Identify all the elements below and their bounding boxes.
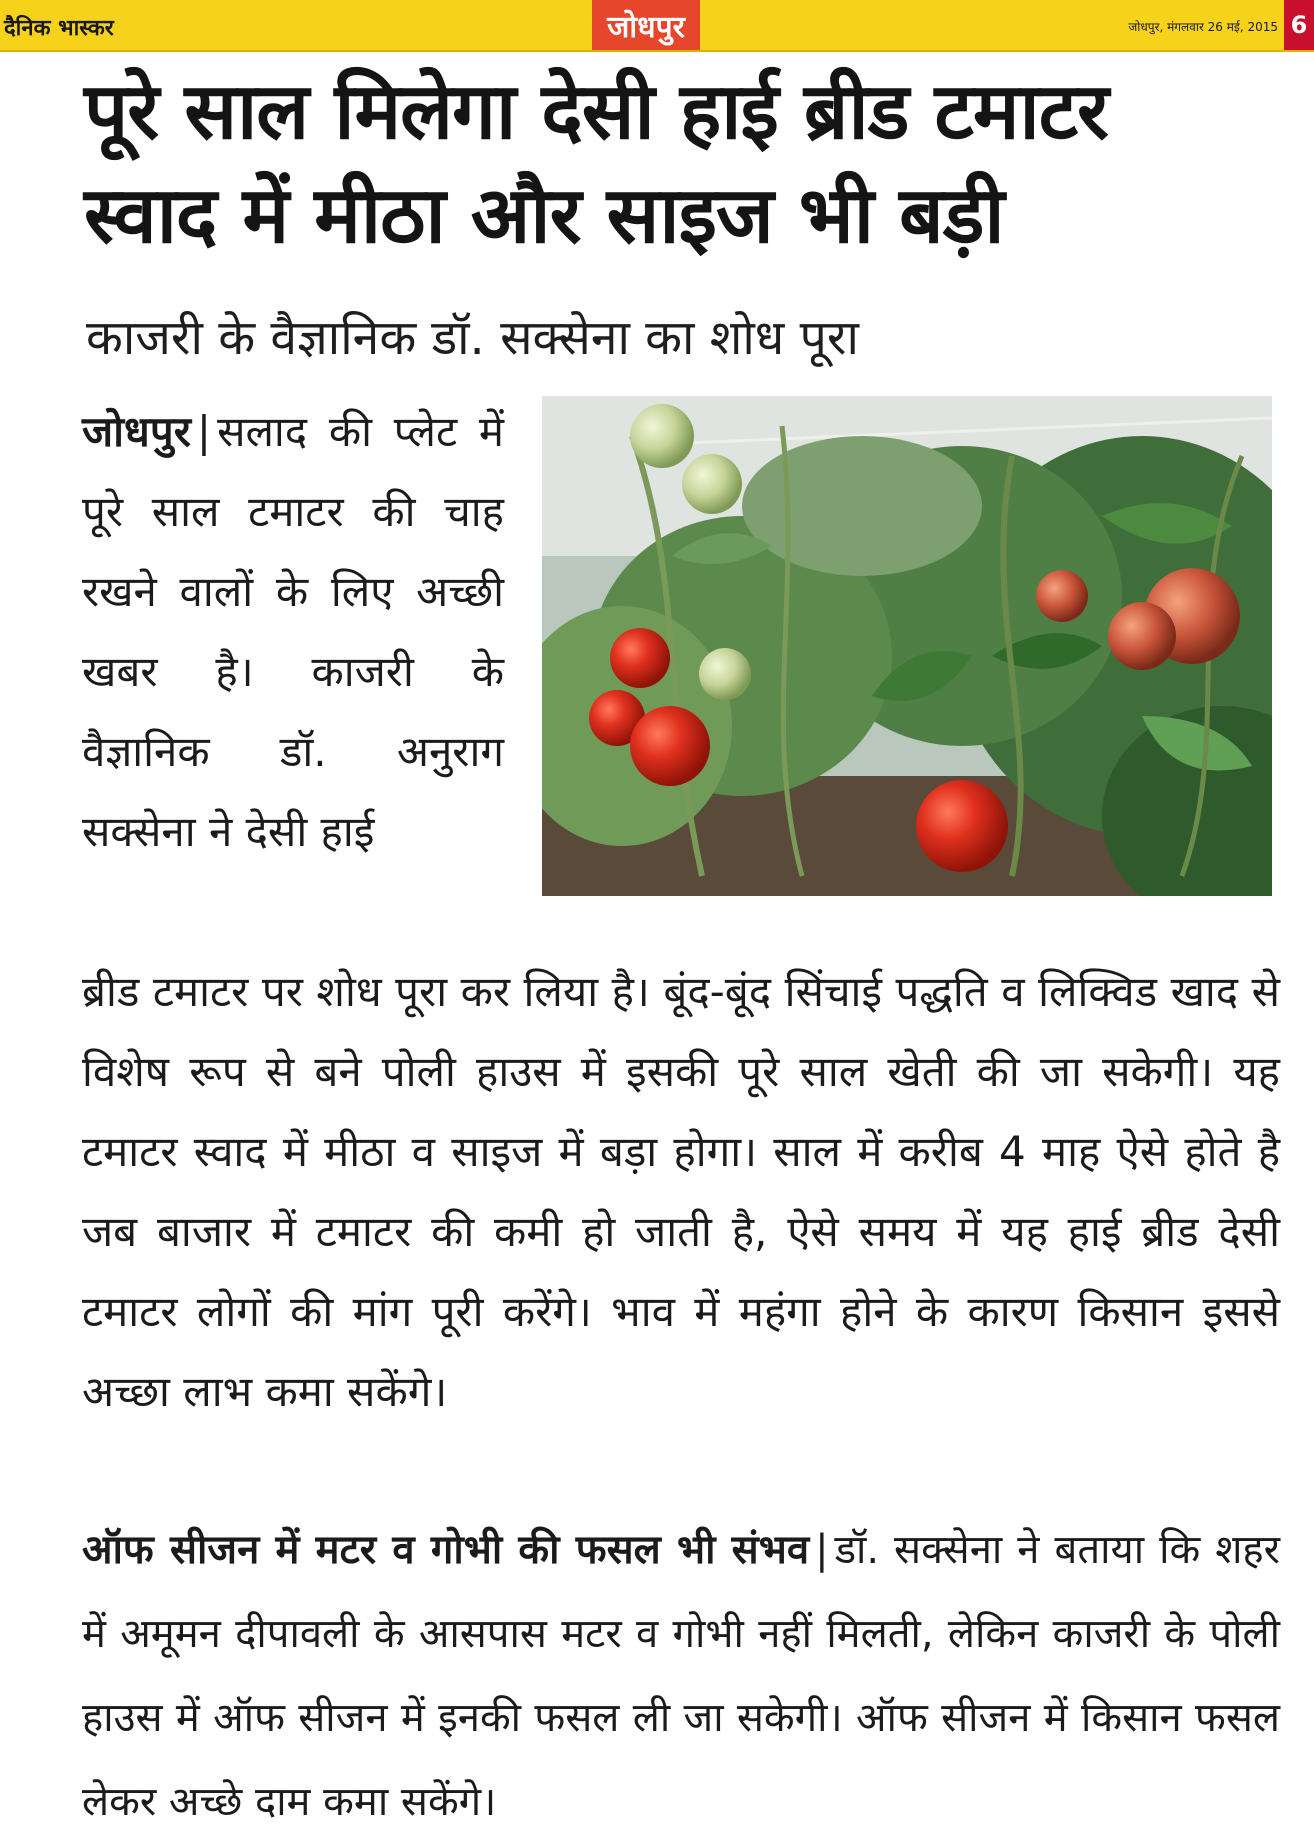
subheadline: काजरी के वैज्ञानिक डॉ. सक्सेना का शोध पूरा: [86, 310, 859, 366]
body-column: [82, 952, 1280, 1432]
headline: [84, 60, 1304, 268]
section-text: डॉ. सक्सेना ने बताया कि शहर में अमूमन दीपावली के आसपास मटर व गोभी नहीं मिलती, लेकिन काजरी के पोली हाउस में ऑफ सीजन में इनकी फसल ली जा सकेगी। ऑफ सीजन में किसान फसल लेकर अच्छे दाम कमा सकेंगे।: [82, 1527, 1280, 1825]
lead-paragraph: [82, 392, 504, 872]
sub-section-paragraph: [82, 1508, 1280, 1844]
section-separator: |: [815, 1527, 829, 1573]
dateline: जोधपुर: [82, 407, 191, 456]
lead-column: [82, 392, 504, 872]
sub-section: [82, 1508, 1280, 1844]
newspaper-name: दैनिक भास्कर: [4, 16, 114, 41]
tomato-plant-photo: [542, 396, 1272, 896]
body-paragraph: ब्रीड टमाटर पर शोध पूरा कर लिया है। बूंद-बूंद सिंचाई पद्धति व लिक्विड खाद से विशेष रूप से बने पोली हाउस में इसकी पूरे साल खेती की जा सकेगी। यह टमाटर स्वाद में मीठा व साइज में बड़ा होगा। साल में करीब 4 माह ऐसे होते है जब बाजार में टमाटर की कमी हो जाती है, ऐसे समय में यह हाई ब्रीड देसी टमाटर लोगों की मांग पूरी करेंगे। भाव में महंगा होने के कारण किसान इससे अच्छा लाभ कमा सकेंगे।: [82, 967, 1280, 1416]
edition-city: जोधपुर: [592, 0, 700, 50]
masthead-strip: [0, 0, 1314, 52]
headline-line-1: पूरे साल मिलेगा देसी हाई ब्रीड टमाटर: [84, 67, 1108, 157]
edition-date: जोधपुर, मंगलवार 26 मई, 2015: [1128, 20, 1278, 34]
section-heading: ऑफ सीजन में मटर व गोभी की फसल भी संभव: [82, 1527, 810, 1573]
headline-line-2: स्वाद में मीठा और साइज भी बड़ी: [84, 171, 1004, 261]
page-number: 6: [1284, 0, 1314, 50]
lead-text: सलाद की प्लेट में पूरे साल टमाटर की चाह रखने वालों के लिए अच्छी खबर है। काजरी के वैज्ञानिक डॉ. अनुराग सक्सेना ने देसी हाई: [82, 407, 504, 856]
dateline-separator: |: [196, 407, 212, 456]
photo-illustration: [542, 396, 1272, 896]
